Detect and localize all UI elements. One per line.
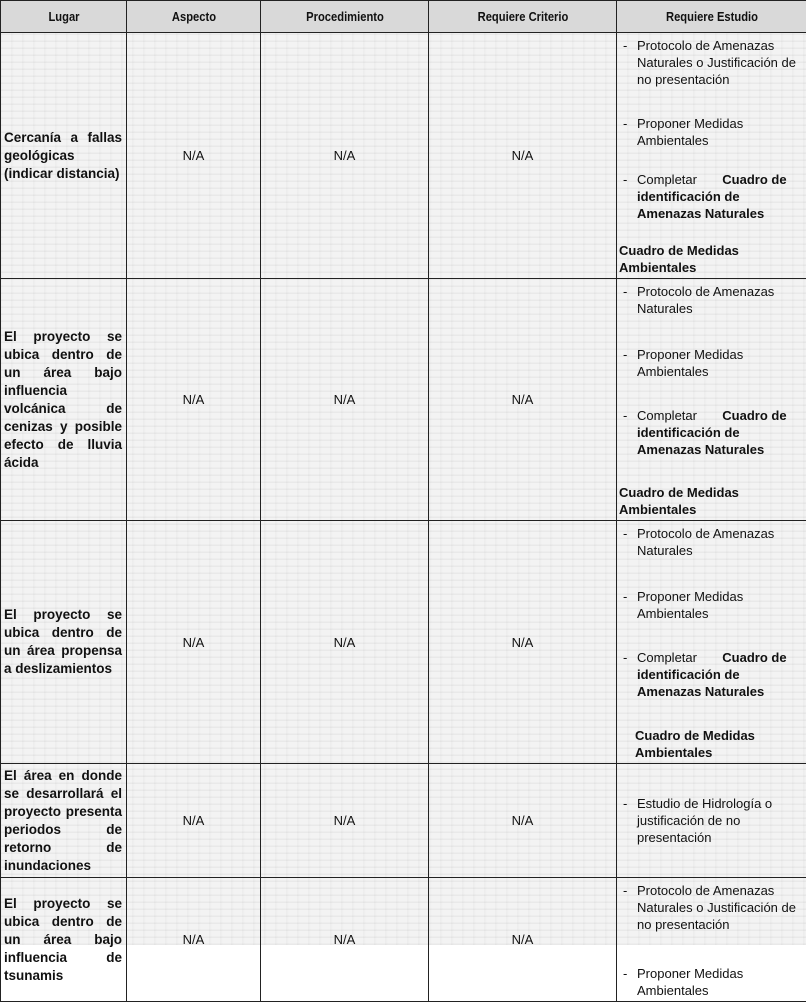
completar-text: Completar [637,408,697,423]
list-item [623,525,802,559]
cuadro-reference: Cuadro de identificación de Amenazas Naturales [637,408,787,457]
procedimiento-cell: N/A [261,521,429,764]
dash-bullet: - [623,283,637,300]
list-item-text [637,171,802,222]
requiere-estudio-cell [617,878,806,1002]
table-row [1,279,806,521]
list-item [623,882,802,933]
table-row [1,878,806,1002]
list-item-text: Protocolo de Amenazas Naturales o Justificación de no presentación [637,37,802,88]
lugar-cell: El proyecto se ubica dentro de un área bajo influencia de tsunamis [1,878,127,1002]
dash-bullet: - [623,525,637,542]
cuadro-reference: Cuadro de identificación de Amenazas Naturales [637,650,787,699]
dash-bullet: - [623,346,637,363]
list-item-text: Protocolo de Amenazas Naturales o Justificación de no presentación [637,882,802,933]
list-item [623,795,802,846]
procedimiento-cell: N/A [261,279,429,521]
list-item-text: Proponer Medidas Ambientales [637,115,802,149]
list-item [623,37,802,88]
list-item [623,588,802,622]
requiere-estudio-cell [617,764,806,878]
requiere-criterio-cell: N/A [429,279,617,521]
table-row [1,764,806,878]
requiere-criterio-cell: N/A [429,521,617,764]
list-item [623,346,802,380]
procedimiento-cell: N/A [261,33,429,279]
cuadro-medidas-label: Cuadro de Medidas Ambientales [619,484,802,518]
aspecto-cell: N/A [127,279,261,521]
header-aspecto: Aspecto [136,1,251,33]
requiere-estudio-cell [617,33,806,279]
dash-bullet: - [623,795,637,812]
dash-bullet: - [623,649,637,666]
dash-bullet: - [623,407,637,424]
list-item [623,965,802,999]
header-row [1,1,806,33]
header-procedimiento: Procedimiento [272,1,416,33]
requiere-criterio-cell: N/A [429,878,617,1002]
completar-text: Completar [637,650,697,665]
dash-bullet: - [623,115,637,132]
dash-bullet: - [623,965,637,982]
list-item [623,115,802,149]
header-requiere-criterio: Requiere Criterio [442,1,604,33]
list-item [623,407,802,458]
list-item-text: Protocolo de Amenazas Naturales [637,283,802,317]
lugar-cell: El proyecto se ubica dentro de un área bajo influencia volcánica de cenizas y posible efecto de lluvia ácida [1,279,127,521]
list-item [623,649,802,700]
list-item-text: Proponer Medidas Ambientales [637,588,802,622]
cuadro-reference: Cuadro de identificación de Amenazas Naturales [637,172,787,221]
list-item-text: Proponer Medidas Ambientales [637,965,802,999]
procedimiento-cell: N/A [261,878,429,1002]
list-item [623,171,802,222]
procedimiento-cell: N/A [261,764,429,878]
requiere-criterio-cell: N/A [429,764,617,878]
list-item-text [637,649,802,700]
dash-bullet: - [623,171,637,188]
aspecto-cell: N/A [127,521,261,764]
list-item [623,283,802,317]
dash-bullet: - [623,588,637,605]
list-item-text [637,407,802,458]
aspecto-cell: N/A [127,33,261,279]
dash-bullet: - [623,37,637,54]
cuadro-medidas-label: Cuadro de Medidas Ambientales [619,242,802,276]
requiere-estudio-cell [617,279,806,521]
header-lugar: Lugar [9,1,117,33]
list-item-text: Proponer Medidas Ambientales [637,346,802,380]
lugar-cell: El área en donde se desarrollará el proyecto presenta periodos de retorno de inundaciones [1,764,127,878]
list-item-text: Protocolo de Amenazas Naturales [637,525,802,559]
list-item-text: Estudio de Hidrología o justificación de no presentación [637,795,802,846]
header-requiere-estudio: Requiere Estudio [630,1,793,33]
lugar-cell: El proyecto se ubica dentro de un área propensa a deslizamientos [1,521,127,764]
requiere-criterio-cell: N/A [429,33,617,279]
requiere-estudio-cell [617,521,806,764]
cuadro-medidas-label: Cuadro de Medidas Ambientales [635,727,802,761]
dash-bullet: - [623,882,637,899]
completar-text: Completar [637,172,697,187]
aspecto-cell: N/A [127,764,261,878]
lugar-cell: Cercanía a fallas geológicas (indicar distancia) [1,33,127,279]
table-row [1,33,806,279]
aspecto-cell: N/A [127,878,261,1002]
table-row [1,521,806,764]
